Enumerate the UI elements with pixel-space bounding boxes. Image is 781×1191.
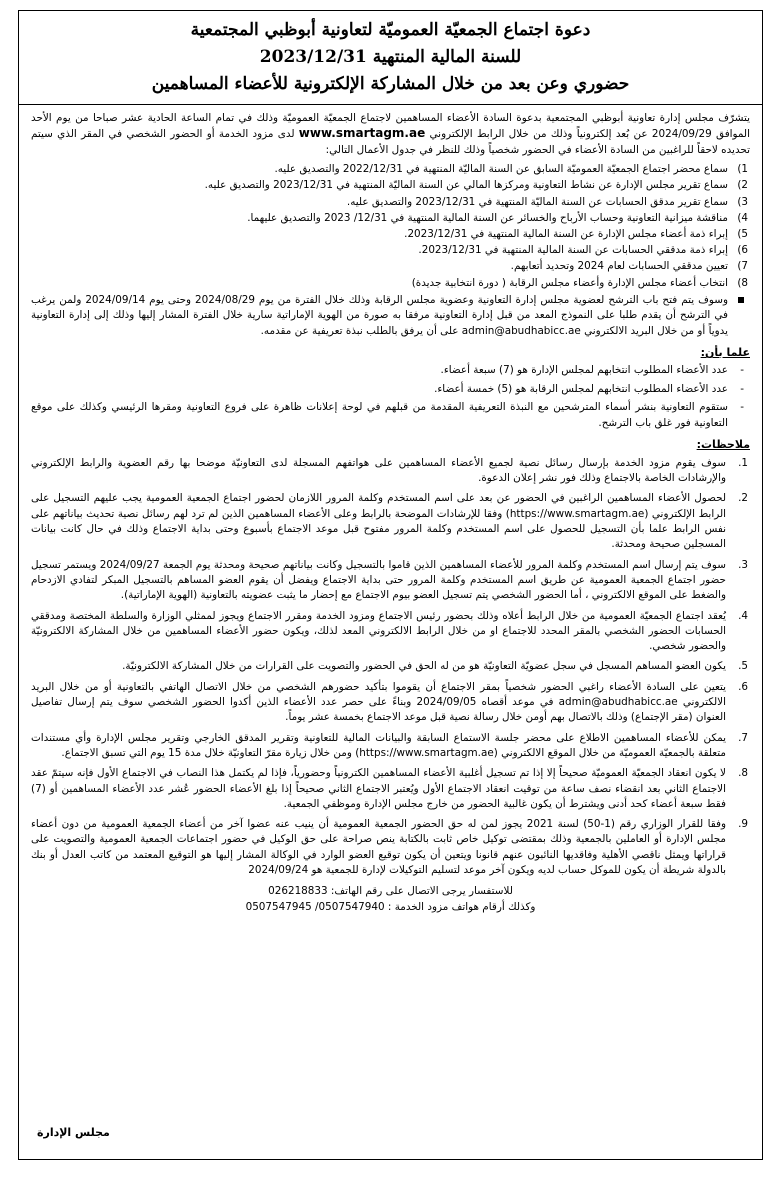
nomination-text: وسوف يتم فتح باب الترشح لعضوية مجلس إدارة التعاونية وعضوية مجلس الرقابة وذلك خلال الفترة من يوم 2024/08/29 وحتى يوم 2024/09/14 ولمن يرغب في الترشح أن يقدم طلبا على النموذج المعد من قبل إدارة التعاونية مرفقا به صورة من الهوية الإماراتية سارية خلال الفترة المشار إليها وذلك إلى إدارة التعاونية يدوياً أو من خلال البريد الالكتروني admin@abudhabicc.ae على أن يرفق بالطلب نبذة تعريفية عن مقدمه.	[31, 293, 728, 337]
agenda-number: 1)	[737, 163, 748, 176]
agenda-item	[31, 258, 748, 274]
agenda-number: 5)	[737, 228, 748, 241]
document-body	[31, 111, 750, 915]
agenda-item	[31, 242, 748, 258]
note-text: يتعين على السادة الأعضاء راغبي الحضور شخصياً بمقر الاجتماع أن يقوموا بتأكيد حضورهم الشخصي من خلال الاتصال الهاتفي بالتعاونية أو من خلال البريد الالكتروني admin@abudhabicc.ae في موعد أقصاه 2024/09/05 وبناءً على حصر عدد الأعضاء الذين أكدوا الحضور الشخصي سوف يتم إرسال تفاصيل العنوان (مقر الإجتماع) وذلك بالاتصال بهم أومن خلال رسالة نصية قبل موعد الاجتماع بخمسة عشر يوماً.	[31, 680, 726, 724]
invitation-page	[18, 10, 763, 1160]
agenda-number: 8)	[737, 276, 748, 289]
note-text: وفقا للقرار الوزاري رقم (1-50) لسنة 2021 يجوز لمن له حق الحضور الجمعية العمومية أن ينيب عنه عضوا آخر من أعضاء الجمعية العمومية من دون أعضاء مجلس الإدارة أو العاملين بالجمعية وذلك بمقتضى توكيل خاص ثابت بالكتابة ينص صراحة على حق الوكيل في حضور اجتماعات الجمعية العمومية والتصويت على قراراتها ويمثل ناقصي الأهلية وفاقديها النائبون عنهم قانونا ويتعين أن يكون توقيع العضو الوارد في الوكالة المشار إليها هو التوقيع المعتمد من كاتب العدل أو بنك بالدولة شريطة أن يكون للموكل حساب لديه ويكون آخر موعد لتسليم التوكيلات لإدارة للجمعية هو 2024/09/24	[31, 818, 726, 876]
smartagm-link[interactable]: www.smartagm.ae	[298, 126, 426, 141]
dash-bullet-icon: -	[740, 401, 744, 414]
note-number: 4.	[738, 609, 748, 622]
note-number: 3.	[738, 558, 748, 571]
agenda-list	[31, 161, 750, 291]
notice-item	[31, 400, 744, 431]
header-attendance-mode: حضوري وعن بعد من خلال المشاركة الإلكترونية للأعضاء المساهمين	[151, 74, 630, 94]
nomination-paragraph	[31, 293, 750, 339]
agenda-number: 3)	[737, 195, 748, 208]
notice-item	[31, 382, 744, 398]
notice-text: عدد الأعضاء المطلوب انتخابهم لمجلس الرقابة هو (5) خمسة أعضاء.	[434, 382, 728, 395]
note-item	[31, 558, 748, 604]
notice-list	[31, 363, 750, 431]
notice-text: ستقوم التعاونية بنشر أسماء المترشحين مع النبذة التعريفية المقدمة من قبلهم في لوحة إعلانات ظاهرة على فروع التعاونية ومقرها الرئيسي وكذلك على موقع التعاونية فور غلق باب الترشح.	[31, 401, 728, 429]
agenda-text: انتخاب أعضاء مجلس الإدارة وأعضاء مجلس الرقابة ( دورة انتخابية جديدة)	[411, 276, 728, 289]
agenda-text: تعيين مدققي الحسابات لعام 2024 وتحديد أتعابهم.	[510, 260, 728, 273]
agenda-item	[31, 194, 748, 210]
note-item	[31, 609, 748, 655]
inquiry-phone: للاستفسار يرجى الاتصال على رقم الهاتف: 026218833	[268, 885, 513, 898]
intro-text-after: لدى مزود الخدمة أو الحضور الشخصي في المقر الذي سيتم تحديده لاحقاً للراغبين من السادة الأعضاء في الحضور شخصياً وذلك للنظر في جدول الأعمال التالي:	[31, 128, 750, 156]
contact-block	[31, 883, 750, 915]
dash-bullet-icon: -	[740, 364, 744, 377]
note-item	[31, 491, 748, 552]
note-text: لحصول الأعضاء المساهمين الراغبين في الحضور عن بعد على اسم المستخدم وكلمة المرور اللازمان لحضور اجتماع الجمعية العمومية يجب عليهم التسجيل على الرابط الإلكتروني (https://www.smartagm.ae) وفقا للإرشادات الموضحة بالرابط وعلى الأعضاء المساهمين الذين لم ترد لهم رسائل نصية تحديث بياناتهم على نفس الرابط علما بأن التسجيل للحصول على اسم المستخدم وكلمة المرور مفتوح قبل موعد الاجتماع بأسبوع وحتى بداية الاجتماع وذلك في حال كانت بيانات المسجلين صحيحة ومحدثة.	[31, 492, 726, 551]
note-item	[31, 456, 748, 487]
notice-item	[31, 363, 744, 379]
agenda-text: سماع تقرير مجلس الإدارة عن نشاط التعاونية ومركزها المالي عن السنة الماليّة المنتهية في 2023/12/31 والتصديق عليه.	[204, 179, 728, 192]
agenda-item	[31, 226, 748, 242]
note-item	[31, 680, 748, 726]
note-text: لا يكون انعقاد الجمعيّة العموميّة صحيحاً إلا إذا تم تسجيل أغلبية الأعضاء المساهمين الكترونياً وحضورياً، فإذا لم يكتمل هذا النصاب في الاجتماع الأول فإنه سيتمّ عقد الاجتماع الثاني بعد انقضاء نصف ساعة من توقيت انعقاد الاجتماع الأول ويُعتبر الاجتماع الثاني صحيحاً إذا بلغ الأعضاء الحضور عُشر عدد الأعضاء المساهمين أو (7) فقط سبعة أعضاء كحد أدنى ويشترط أن يكون غالبية الحضور من خارج مجلس الإدارة وموظفي الجمعية.	[31, 767, 726, 810]
note-item	[31, 731, 748, 762]
provider-phones: وكذلك أرقام هواتف مزود الخدمة : 0507547940/ 0507547945	[245, 901, 536, 914]
note-text: سوف يتم إرسال اسم المستخدم وكلمة المرور للأعضاء المساهمين الذين قاموا بالتسجيل وكانت بياناتهم صحيحة ومحدثة يوم الجمعة 2024/09/27 ويستمر تسجيل حضور اجتماع الجمعية العمومية عن طريق اسم المستخدم وكلمة المرور حتى بداية الاجتماع ويفضل أن يقوم العضو المساهم بالتسجيل المبكر لتفادي الازدحام والضغط على الموقع الالكتروني ، أما الحضور الشخصي يتم تسجيل العضو بيوم الاجتماع مع إحضار ما يثبت عضويته بالتعاونية (الهوية الإماراتية).	[31, 558, 726, 602]
header-fiscal-year: للسنة المالية المنتهية 2023/12/31	[259, 47, 522, 67]
note-item	[31, 766, 748, 812]
intro-text-before: يتشرّف مجلس إدارة تعاونية أبوظبي المجتمعية بدعوة السادة الأعضاء المساهمين لاجتماع الجمعيّة العموميّة وذلك في تمام الساعة الحادية عشر صباحا من يوم الأحد الموافق 2024/09/29 عن بُعد إلكترونياً وذلك من خلال الرابط الإلكتروني	[31, 112, 750, 141]
header-title: دعوة اجتماع الجمعيّة العموميّة لتعاونية أبوظبي المجتمعية	[190, 20, 591, 40]
agenda-item	[31, 177, 748, 193]
notice-text: عدد الأعضاء المطلوب انتخابهم لمجلس الإدارة هو (7) سبعة أعضاء.	[440, 364, 728, 377]
notes-list	[31, 456, 750, 878]
note-number: 1.	[738, 456, 748, 469]
agenda-text: سماع محضر اجتماع الجمعيّة العموميّة السابق عن السنة الماليّة المنتهية في 2022/12/31 والتصديق عليه.	[274, 163, 728, 176]
agenda-text: إبراء ذمة مدققي الحسابات عن السنة المالية المنتهية في 2023/12/31.	[418, 244, 728, 257]
note-item	[31, 817, 748, 878]
dash-bullet-icon: -	[740, 382, 744, 395]
note-text: يكون العضو المساهم المسجل في سجل عضويّة التعاونيّة هو من له الحق في الحضور والتصويت على القرارات من خلال المشاركة الالكترونيّة.	[122, 660, 726, 673]
notice-title: علما بأن:	[700, 346, 750, 360]
agenda-text: سماع تقرير مدقق الحسابات عن السنة الماليّة المنتهية في 2023/12/31 والتصديق عليه.	[346, 195, 728, 208]
agenda-number: 6)	[737, 244, 748, 257]
note-number: 8.	[738, 767, 748, 780]
note-text: سوف يقوم مزود الخدمة بإرسال رسائل نصية لجميع الأعضاء المساهمين على هواتفهم المسجلة لدى التعاونيّة موضحا بها رقم العضوية والرابط الإلكتروني والإرشادات الخاصة بالاجتماع وذلك فور نشر إعلان الدعوة.	[31, 456, 726, 485]
board-signature: مجلس الإدارة	[37, 1126, 110, 1139]
note-number: 7.	[738, 731, 748, 744]
agenda-number: 4)	[737, 211, 748, 224]
note-text: يمكن للأعضاء المساهمين الاطلاع على محضر جلسة الاستماع السابقة والبيانات المالية للتعاونية وتقرير المدقق الخارجي وتقرير مجلس الإدارة وأي مستندات متعلقة بالجمعيّة العموميّة من خلال الموقع الالكتروني (https://www.smartagm.ae) ومن خلال زيارة مقرّ التعاونيّة خلال مدة 15 يوم التي تسبق الاجتماع.	[31, 731, 726, 759]
agenda-item	[31, 275, 748, 291]
intro-paragraph	[31, 111, 750, 158]
square-bullet-icon	[738, 297, 744, 303]
agenda-item	[31, 161, 748, 177]
header-divider	[19, 104, 762, 105]
note-number: 9.	[738, 818, 748, 831]
note-number: 5.	[738, 660, 748, 673]
note-text: يُعقد اجتماع الجمعيّة العمومية من خلال الرابط أعلاه وذلك بحضور رئيس الاجتماع ومزود الخدمة ومقرر الاجتماع ويجوز لممثلي الوزارة والسلطة المختصة ومدققي الحسابات الحضور الشخصي بالمقر المحدد للاجتماع او من خلال الرابط الالكتروني المعد لذلك، ويكون حضور الأعضاء المساهمين من خلال المشاركة الالكترونيّة والحضور شخصي.	[31, 609, 726, 653]
agenda-text: مناقشة ميزانية التعاونية وحساب الأرباح والخسائر عن السنة المالية المنتهية في 12/31/ 2023 والتصديق عليهما.	[247, 211, 728, 224]
note-item	[31, 659, 748, 674]
agenda-number: 7)	[737, 260, 748, 273]
agenda-text: إبراء ذمة أعضاء مجلس الإدارة عن السنة المالية المنتهية في 2023/12/31.	[404, 228, 728, 241]
note-number: 6.	[738, 680, 748, 693]
document-header	[31, 17, 750, 98]
notes-title: ملاحظات:	[696, 438, 750, 452]
agenda-number: 2)	[737, 179, 748, 192]
note-number: 2.	[738, 492, 748, 505]
agenda-item	[31, 210, 748, 226]
